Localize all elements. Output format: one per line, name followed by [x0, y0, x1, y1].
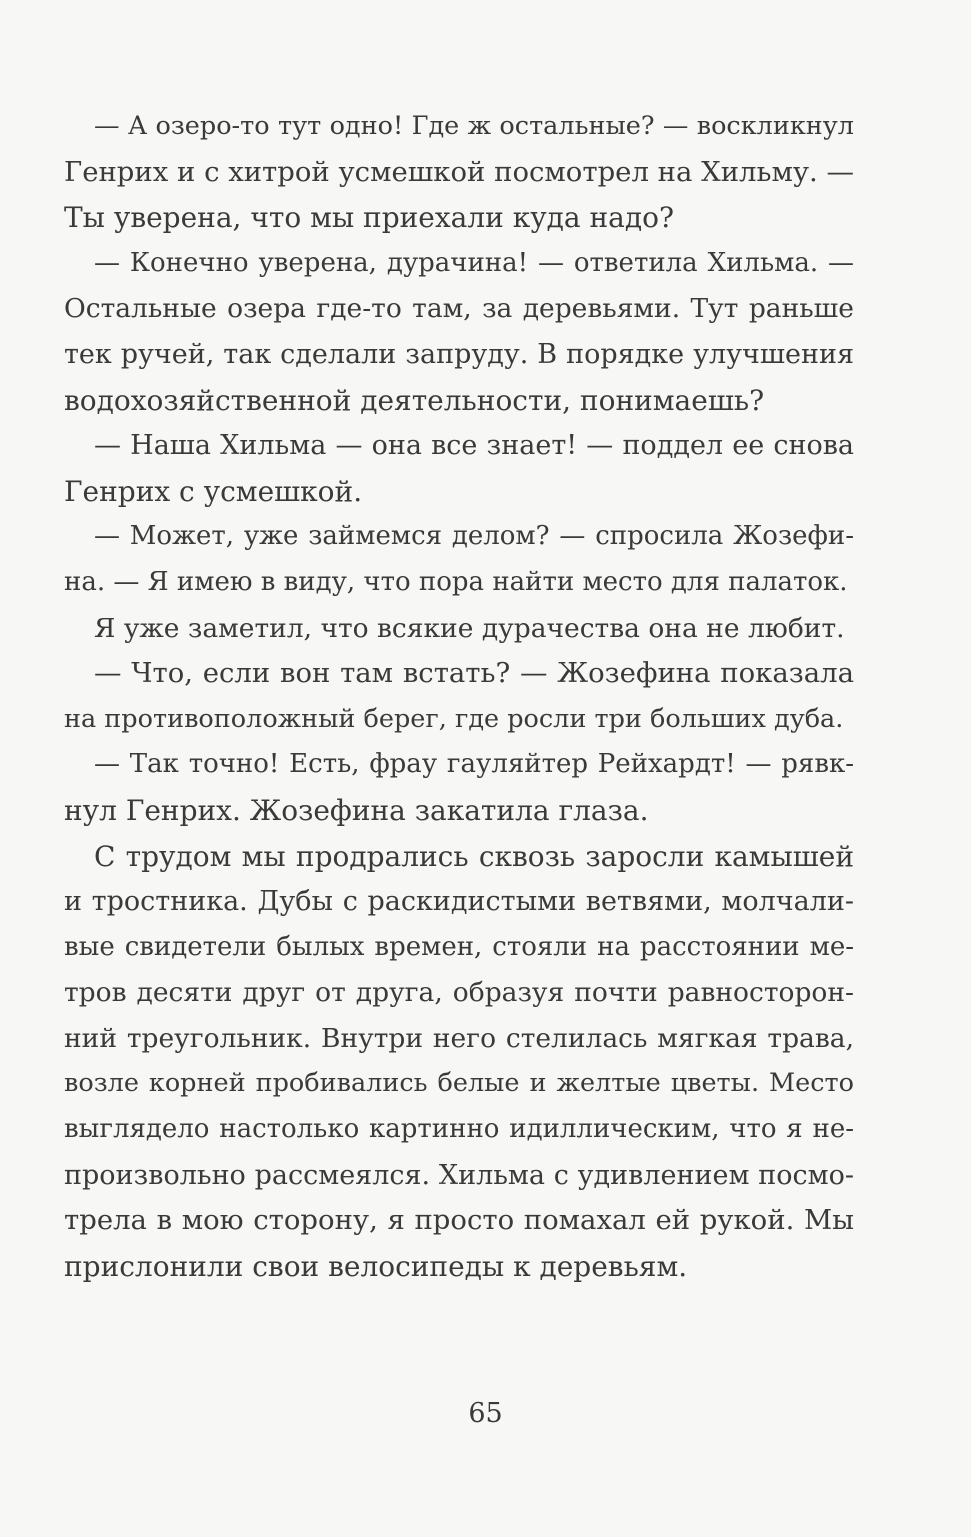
text-line: трела в мою сторону, я просто помахал ей рукой. Мы: [64, 1204, 854, 1237]
text-line: — Может, уже займемся делом? — спросила Жозефи-: [94, 521, 854, 552]
text-line: — Наша Хильма — она все знает! — поддел ее снова: [94, 430, 854, 462]
text-line: нул Генрих. Жозефина закатила глаза.: [64, 793, 649, 827]
text-line: Ты уверена, что мы приехали куда надо?: [64, 201, 674, 235]
text-line: тров десяти друг от друга, образуя почти равносторон-: [64, 977, 854, 1009]
text-line: — Конечно уверена, дурачина! — ответила Хильма. —: [94, 247, 854, 278]
text-line: вые свидетели былых времен, стояли на расстоянии ме-: [64, 931, 854, 962]
text-line: на. — Я имею в виду, что пора найти место для палаток.: [64, 566, 848, 597]
text-line: С трудом мы продрались сквозь заросли камышей: [94, 839, 854, 873]
text-line: Я уже заметил, что всякие дурачества она не любит.: [94, 612, 845, 644]
body-text: [64, 104, 854, 1289]
text-line: — А озеро-то тут одно! Где ж остальные? — воскликнул: [94, 111, 854, 141]
text-line: на противоположный берег, где росли три больших дуба.: [64, 703, 844, 734]
text-line: и тростника. Дубы с раскидистыми ветвями, молчали-: [64, 886, 854, 918]
text-line: — Так точно! Есть, фрау гауляйтер Рейхардт! — рявк-: [94, 749, 854, 780]
page-number: 65: [468, 1398, 503, 1429]
text-line: выглядело настолько картинно идиллическим, что я не-: [64, 1114, 854, 1145]
text-line: Генрих и с хитрой усмешкой посмотрел на Хильму. —: [64, 155, 855, 188]
text-line: возле корней пробивались белые и желтые цветы. Место: [64, 1068, 854, 1099]
text-line: прислонили свои велосипеды к деревьям.: [64, 1249, 688, 1283]
text-line: Остальные озера где-то там, за деревьями. Тут раньше: [64, 293, 854, 325]
text-line: произвольно рассмеялся. Хильма с удивлением посмо-: [64, 1159, 854, 1191]
text-line: Генрих с усмешкой.: [64, 474, 363, 508]
text-line: тек ручей, так сделали запруду. В порядке улучшения: [64, 338, 854, 370]
text-line: водохозяйственной деятельности, понимаешь?: [64, 383, 765, 417]
text-line: — Что, если вон там встать? — Жозефина показала: [94, 657, 854, 690]
text-line: ний треугольник. Внутри него стелилась мягкая трава,: [64, 1022, 854, 1054]
